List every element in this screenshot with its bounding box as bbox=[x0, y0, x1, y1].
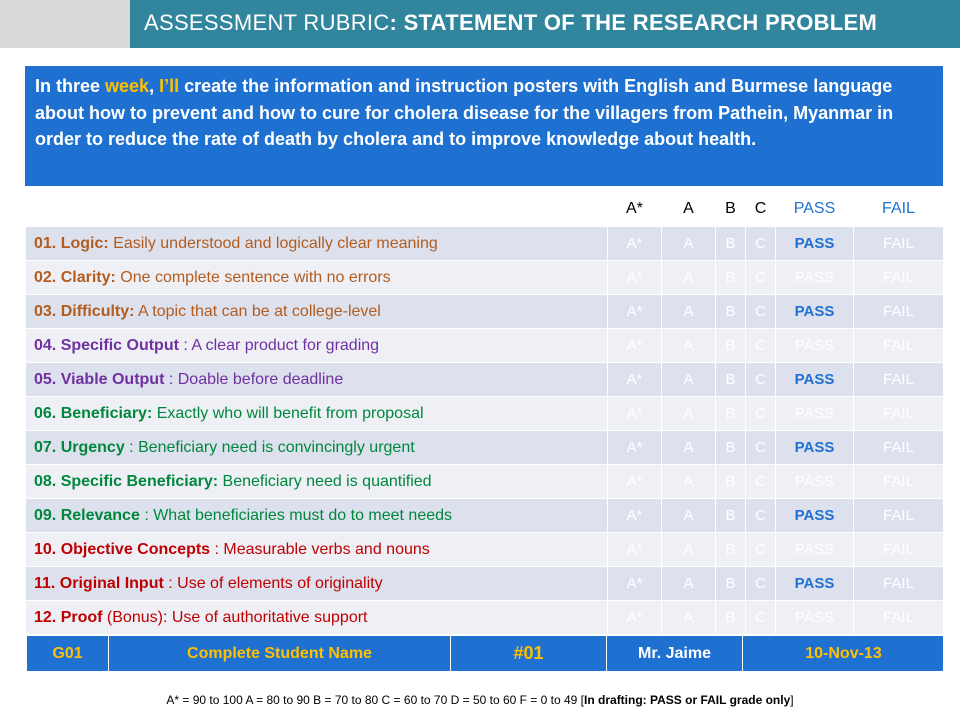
criterion-row bbox=[26, 431, 944, 465]
grade-option[interactable]: A bbox=[662, 397, 716, 431]
grade-option[interactable]: C bbox=[746, 227, 776, 261]
grade-option[interactable]: C bbox=[746, 329, 776, 363]
criterion-label: 11. Original Input : Use of elements of originality bbox=[26, 567, 608, 601]
criterion-row bbox=[26, 533, 944, 567]
criterion-row bbox=[26, 295, 944, 329]
grade-option[interactable]: A bbox=[662, 567, 716, 601]
grade-option[interactable]: A* bbox=[608, 601, 662, 635]
grade-option[interactable]: A* bbox=[608, 533, 662, 567]
grade-option[interactable]: PASS bbox=[776, 363, 854, 397]
grade-option[interactable]: C bbox=[746, 397, 776, 431]
header-grade: FAIL bbox=[854, 191, 944, 227]
grade-option[interactable]: B bbox=[716, 431, 746, 465]
criterion-label: 06. Beneficiary: Exactly who will benefit from proposal bbox=[26, 397, 608, 431]
grade-option[interactable]: A* bbox=[608, 363, 662, 397]
grade-option[interactable]: A bbox=[662, 465, 716, 499]
grade-option[interactable]: FAIL bbox=[854, 431, 944, 465]
header-grade: A bbox=[662, 191, 716, 227]
grade-option[interactable]: C bbox=[746, 363, 776, 397]
criterion-label: 02. Clarity: One complete sentence with no errors bbox=[26, 261, 608, 295]
grade-option[interactable]: FAIL bbox=[854, 533, 944, 567]
grade-option[interactable]: PASS bbox=[776, 431, 854, 465]
criterion-row bbox=[26, 601, 944, 635]
student-name-field[interactable]: Complete Student Name bbox=[109, 636, 451, 672]
problem-statement: In three week, I’ll create the information and instruction posters with English and Burmese language about how to prevent and how to cure for cholera disease for the villagers from Pathein, Myanmar in order to reduce the rate of death by cholera and to improve knowledge about health. bbox=[25, 66, 943, 186]
grade-option[interactable]: A bbox=[662, 363, 716, 397]
grade-option[interactable]: A bbox=[662, 227, 716, 261]
criterion-row bbox=[26, 499, 944, 533]
criterion-label: 03. Difficulty: A topic that can be at college-level bbox=[26, 295, 608, 329]
grade-option[interactable]: C bbox=[746, 295, 776, 329]
teacher-name: Mr. Jaime bbox=[607, 636, 743, 672]
criterion-label: 01. Logic: Easily understood and logically clear meaning bbox=[26, 227, 608, 261]
grade-option[interactable]: C bbox=[746, 465, 776, 499]
grade-option[interactable]: C bbox=[746, 499, 776, 533]
title-bar bbox=[0, 0, 960, 48]
grade-option[interactable]: B bbox=[716, 533, 746, 567]
grade-option[interactable]: B bbox=[716, 363, 746, 397]
grade-option[interactable]: FAIL bbox=[854, 295, 944, 329]
grade-option[interactable]: C bbox=[746, 533, 776, 567]
grade-option[interactable]: A bbox=[662, 533, 716, 567]
grading-scale-note: A* = 90 to 100 A = 80 to 90 B = 70 to 80 C = 60 to 70 D = 50 to 60 F = 0 to 49 [In drafting: PASS or FAIL grade only] bbox=[166, 693, 794, 707]
grade-option[interactable]: A bbox=[662, 499, 716, 533]
grade-option[interactable]: PASS bbox=[776, 465, 854, 499]
criterion-label: 12. Proof (Bonus): Use of authoritative support bbox=[26, 601, 608, 635]
criterion-row bbox=[26, 397, 944, 431]
grade-option[interactable]: A bbox=[662, 431, 716, 465]
grade-option[interactable]: A* bbox=[608, 261, 662, 295]
grade-option[interactable]: B bbox=[716, 397, 746, 431]
criterion-label: 04. Specific Output : A clear product for grading bbox=[26, 329, 608, 363]
grade-option[interactable]: A bbox=[662, 601, 716, 635]
criterion-row bbox=[26, 465, 944, 499]
grade-option[interactable]: FAIL bbox=[854, 397, 944, 431]
grade-option[interactable]: C bbox=[746, 567, 776, 601]
grade-option[interactable]: FAIL bbox=[854, 329, 944, 363]
criterion-row bbox=[26, 567, 944, 601]
grade-option[interactable]: B bbox=[716, 261, 746, 295]
criterion-row bbox=[26, 363, 944, 397]
grade-option[interactable]: PASS bbox=[776, 533, 854, 567]
grade-option[interactable]: C bbox=[746, 601, 776, 635]
grade-option[interactable]: FAIL bbox=[854, 499, 944, 533]
group-code: G01 bbox=[27, 636, 109, 672]
grade-option[interactable]: PASS bbox=[776, 397, 854, 431]
grade-option[interactable]: A bbox=[662, 329, 716, 363]
header-grade: B bbox=[716, 191, 746, 227]
criterion-label: 08. Specific Beneficiary: Beneficiary need is quantified bbox=[26, 465, 608, 499]
grade-option[interactable]: B bbox=[716, 499, 746, 533]
grade-option[interactable]: FAIL bbox=[854, 363, 944, 397]
grade-option[interactable]: FAIL bbox=[854, 465, 944, 499]
grade-option[interactable]: A* bbox=[608, 499, 662, 533]
grade-option[interactable]: FAIL bbox=[854, 261, 944, 295]
grade-option[interactable]: B bbox=[716, 567, 746, 601]
grade-option[interactable]: C bbox=[746, 431, 776, 465]
grade-option[interactable]: PASS bbox=[776, 567, 854, 601]
grade-option[interactable]: B bbox=[716, 295, 746, 329]
grade-option[interactable]: B bbox=[716, 227, 746, 261]
criterion-label: 09. Relevance : What beneficiaries must do to meet needs bbox=[26, 499, 608, 533]
grade-option[interactable]: A bbox=[662, 261, 716, 295]
grade-option[interactable]: A bbox=[662, 295, 716, 329]
grade-option[interactable]: A* bbox=[608, 227, 662, 261]
grade-header-row bbox=[26, 191, 944, 227]
criterion-label: 05. Viable Output : Doable before deadline bbox=[26, 363, 608, 397]
grade-option[interactable]: PASS bbox=[776, 499, 854, 533]
grade-option[interactable]: A* bbox=[608, 567, 662, 601]
grade-option[interactable]: PASS bbox=[776, 601, 854, 635]
criterion-row bbox=[26, 329, 944, 363]
criterion-row bbox=[26, 261, 944, 295]
criterion-label: 07. Urgency : Beneficiary need is convincingly urgent bbox=[26, 431, 608, 465]
date: 10-Nov-13 bbox=[743, 636, 944, 672]
student-info-row bbox=[26, 635, 944, 673]
grade-option[interactable]: PASS bbox=[776, 295, 854, 329]
grade-option[interactable]: FAIL bbox=[854, 601, 944, 635]
grade-option[interactable]: PASS bbox=[776, 329, 854, 363]
grade-option[interactable]: FAIL bbox=[854, 567, 944, 601]
grade-option[interactable]: B bbox=[716, 601, 746, 635]
grade-option[interactable]: A* bbox=[608, 329, 662, 363]
header-spacer bbox=[26, 191, 608, 227]
header-grade: C bbox=[746, 191, 776, 227]
criterion-row bbox=[26, 227, 944, 261]
page-title: ASSESSMENT RUBRIC: STATEMENT OF THE RESEARCH PROBLEM bbox=[144, 10, 878, 35]
header-grade: PASS bbox=[776, 191, 854, 227]
grade-option[interactable]: FAIL bbox=[854, 227, 944, 261]
grade-option[interactable]: A* bbox=[608, 465, 662, 499]
grade-option[interactable]: B bbox=[716, 329, 746, 363]
grade-option[interactable]: PASS bbox=[776, 227, 854, 261]
header-grade: A* bbox=[608, 191, 662, 227]
criterion-label: 10. Objective Concepts : Measurable verbs and nouns bbox=[26, 533, 608, 567]
grade-option[interactable]: C bbox=[746, 261, 776, 295]
title-accent bbox=[0, 0, 130, 48]
grade-option[interactable]: B bbox=[716, 465, 746, 499]
grade-option[interactable]: A* bbox=[608, 295, 662, 329]
grade-option[interactable]: A* bbox=[608, 431, 662, 465]
rubric-table bbox=[25, 190, 944, 673]
grade-option[interactable]: PASS bbox=[776, 261, 854, 295]
student-number: #01 bbox=[451, 636, 607, 672]
grade-option[interactable]: A* bbox=[608, 397, 662, 431]
